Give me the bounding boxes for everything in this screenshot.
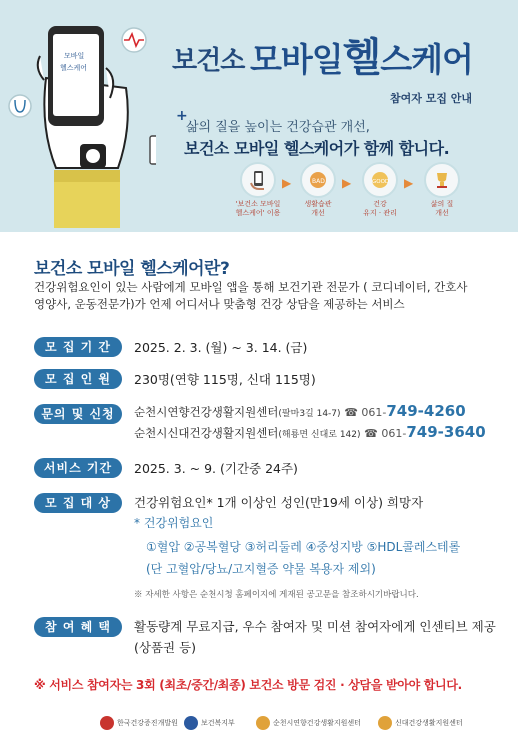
- title-main-c: 스케어: [380, 40, 473, 79]
- step-2-line2: 개선: [311, 209, 325, 217]
- trophy-icon: [424, 162, 460, 198]
- benefit-label: 참 여 혜 택: [34, 617, 122, 637]
- service-value: 2025. 3. ~ 9. (기간중 24주): [134, 461, 298, 476]
- target-label: 모 집 대 상: [34, 493, 122, 513]
- title-main-a: 모바일: [250, 40, 343, 79]
- warning-notice: ※ 서비스 참여자는 3회 (최초/중간/최종) 보건소 방문 검진 · 상담을 받아야 합니다.: [34, 678, 462, 692]
- intro-line-2: 영양사, 운동전문가)가 언제 어디서나 맞춤형 건강 상담을 제공하는 서비스: [34, 297, 405, 311]
- step-2: [288, 162, 348, 218]
- step-1-label: [228, 200, 288, 218]
- contact-line-2: [134, 424, 486, 444]
- logo-khepi: [100, 716, 178, 730]
- step-1: [228, 162, 288, 218]
- logo-mohw-name: 보건복지부: [201, 719, 235, 727]
- step-3-line2: 유지 · 관리: [363, 209, 397, 217]
- phone-icon: ☎ 061-: [364, 427, 407, 440]
- logo-sindae-name: 신대건강생활지원센터: [395, 719, 463, 727]
- risk-factor-list: ①혈압 ②공복혈당 ③허리둘레 ④중성지방 ⑤HDL콜레스테롤: [146, 540, 461, 554]
- khepi-logo-icon: [100, 716, 114, 730]
- center-2-name: 순천시신대건강생활지원센터: [134, 426, 279, 440]
- svg-text:GOOD: GOOD: [372, 179, 390, 185]
- count-value: 230명(연향 115명, 신대 115명): [134, 372, 316, 387]
- period-label: 모 집 기 간: [34, 337, 122, 357]
- step-2-label: [288, 200, 348, 218]
- risk-factor-exclusion: (단 고혈압/당뇨/고지혈증 약물 복용자 제외): [146, 562, 376, 576]
- center-2-phone[interactable]: 749-3640: [406, 423, 486, 441]
- step-1-line1: '보건소 모바일: [235, 200, 281, 208]
- svg-text:헬스케어: 헬스케어: [60, 64, 88, 72]
- period-value: 2025. 2. 3. (월) ~ 3. 14. (금): [134, 340, 308, 355]
- header-banner: [0, 0, 518, 232]
- step-2-line1: 생활습관: [304, 200, 332, 208]
- logo-yeonhyang: [256, 716, 361, 730]
- section-title: 보건소 모바일 헬스케어란?: [34, 259, 230, 279]
- hand-phone-icon: [240, 162, 276, 198]
- sindae-logo-icon: [378, 716, 392, 730]
- center-1-address: (팔마3길 14-7): [278, 409, 341, 419]
- plus-icon: +: [176, 108, 188, 124]
- center-1-phone[interactable]: 749-4260: [386, 402, 466, 420]
- intro-line-1: 건강위험요인이 있는 사람에게 모바일 앱을 통해 보건기관 전문가 ( 코디네이터, 간호사: [34, 280, 468, 294]
- logo-mohw: [184, 716, 235, 730]
- step-3-label: [350, 200, 410, 218]
- logo-yeonhyang-name: 순천시연향건강생활지원센터: [273, 719, 361, 727]
- title-main-b: 헬: [342, 35, 381, 81]
- logo-khepi-name: 한국건강증진개발원: [117, 719, 178, 727]
- step-4-label: [412, 200, 472, 218]
- yeonhyang-logo-icon: [256, 716, 270, 730]
- step-3-line1: 건강: [373, 200, 387, 208]
- bad-food-icon: [300, 162, 336, 198]
- svg-text:모바일: 모바일: [64, 52, 85, 60]
- step-4-line1: 삶의 질: [430, 200, 454, 208]
- hand-phone-illustration: [6, 8, 156, 228]
- intro-text: [34, 279, 494, 313]
- good-food-icon: [362, 162, 398, 198]
- svg-text:BAD: BAD: [312, 178, 325, 185]
- disclaimer: ※ 자세한 사항은 순천시청 홈페이지에 게재된 공고문을 참조하시기바랍니다.: [134, 590, 419, 600]
- service-label: 서비스 기간: [34, 458, 122, 478]
- benefit-line-1: 활동량계 무료지급, 우수 참여자 및 미션 참여자에게 인센티브 제공: [134, 619, 496, 634]
- footer: [0, 710, 518, 739]
- arrow-icon: ▶: [342, 176, 352, 190]
- risk-factor-title: * 건강위험요인: [134, 516, 214, 530]
- count-label: 모 집 인 원: [34, 369, 122, 389]
- step-4: [412, 162, 472, 218]
- center-1-name: 순천시연향건강생활지원센터: [134, 405, 279, 419]
- page-title: [250, 26, 473, 83]
- logo-sindae: [378, 716, 463, 730]
- tagline-2: 보건소 모바일 헬스케어가 함께 합니다.: [184, 139, 450, 158]
- mohw-logo-icon: [184, 716, 198, 730]
- contact-label: 문의 및 신청: [34, 404, 122, 424]
- arrow-icon: ▶: [282, 176, 292, 190]
- title-prefix: 보건소: [172, 46, 245, 76]
- phone-icon: ☎ 061-: [344, 406, 387, 419]
- target-value: 건강위험요인* 1개 이상인 성인(만19세 이상) 희망자: [134, 495, 424, 510]
- subtitle: 참여자 모집 안내: [390, 92, 473, 105]
- center-2-address: (해룡면 신대로 142): [278, 430, 361, 440]
- step-1-line2: 헬스케어' 이용: [235, 209, 281, 217]
- tagline-1: 삶의 질을 높이는 건강습관 개선,: [186, 120, 370, 135]
- contact-line-1: [134, 403, 466, 423]
- benefit-line-2: (상품권 등): [134, 640, 197, 655]
- arrow-icon: ▶: [404, 176, 414, 190]
- step-3: [350, 162, 410, 218]
- step-4-line2: 개선: [435, 209, 449, 217]
